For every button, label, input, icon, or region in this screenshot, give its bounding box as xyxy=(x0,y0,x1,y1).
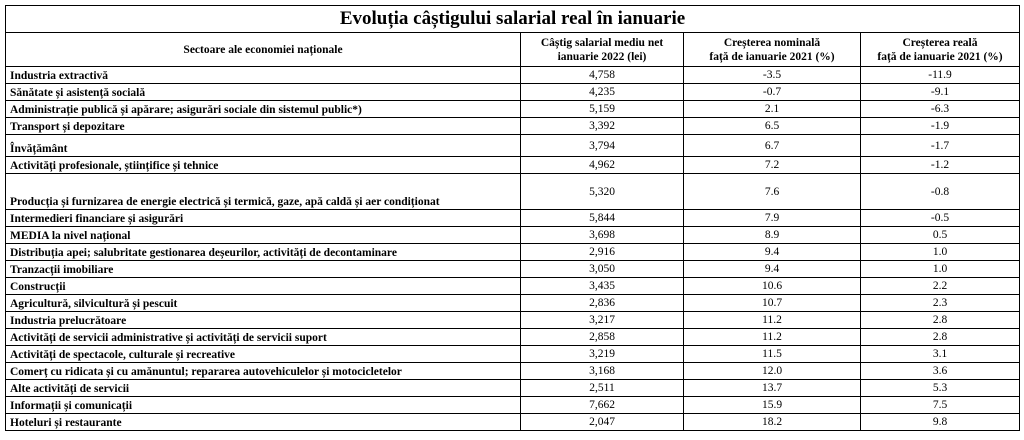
header-nominal-line2: față de ianuarie 2021 (%) xyxy=(709,50,835,63)
table-row xyxy=(6,118,1020,135)
real-growth-cell: 9.8 xyxy=(861,414,1020,431)
header-sector: Sectoare ale economiei naționale xyxy=(6,33,521,67)
real-growth-cell: 5.3 xyxy=(861,380,1020,397)
nominal-growth-cell: 9.4 xyxy=(684,244,861,261)
salary-cell: 5,159 xyxy=(521,101,684,118)
real-growth-cell: 3.6 xyxy=(861,363,1020,380)
salary-cell: 3,698 xyxy=(521,227,684,244)
table-row xyxy=(6,101,1020,118)
header-salary xyxy=(521,33,684,67)
header-salary-line1: Câștig salarial mediu net xyxy=(540,36,664,49)
nominal-growth-cell: 7.6 xyxy=(684,174,861,210)
real-growth-cell: -9.1 xyxy=(861,84,1020,101)
nominal-growth-cell: 15.9 xyxy=(684,397,861,414)
salary-cell: 4,962 xyxy=(521,157,684,174)
sector-cell: Intermedieri financiare și asigurări xyxy=(6,210,521,227)
nominal-growth-cell: 10.7 xyxy=(684,295,861,312)
sector-cell: Alte activități de servicii xyxy=(6,380,521,397)
sector-cell: MEDIA la nivel național xyxy=(6,227,521,244)
salary-cell: 2,916 xyxy=(521,244,684,261)
header-real-line2: față de ianuarie 2021 (%) xyxy=(877,50,1003,63)
nominal-growth-cell: 6.7 xyxy=(684,135,861,157)
real-growth-cell: -0.5 xyxy=(861,210,1020,227)
table-title: Evoluția câștigului salarial real în ianuarie xyxy=(6,6,1020,33)
table-row xyxy=(6,67,1020,84)
table-row xyxy=(6,312,1020,329)
real-growth-cell: -1.2 xyxy=(861,157,1020,174)
table-row xyxy=(6,414,1020,431)
nominal-growth-cell: 18.2 xyxy=(684,414,861,431)
nominal-growth-cell: 2.1 xyxy=(684,101,861,118)
salary-cell: 3,392 xyxy=(521,118,684,135)
sector-cell: Activități de servicii administrative și activități de servicii suport xyxy=(6,329,521,346)
salary-table xyxy=(5,5,1020,431)
table-row xyxy=(6,227,1020,244)
sector-cell: Tranzacții imobiliare xyxy=(6,261,521,278)
header-real-line1: Creșterea reală xyxy=(902,36,978,49)
salary-cell: 3,050 xyxy=(521,261,684,278)
real-growth-cell: -6.3 xyxy=(861,101,1020,118)
table-row xyxy=(6,174,1020,210)
salary-cell: 3,217 xyxy=(521,312,684,329)
header-nominal-line1: Creșterea nominală xyxy=(723,36,821,49)
table-row xyxy=(6,346,1020,363)
salary-cell: 2,836 xyxy=(521,295,684,312)
sector-cell: Activități de spectacole, culturale și recreative xyxy=(6,346,521,363)
nominal-growth-cell: -3.5 xyxy=(684,67,861,84)
real-growth-cell: 2.8 xyxy=(861,329,1020,346)
salary-cell: 4,235 xyxy=(521,84,684,101)
title-row xyxy=(6,6,1020,33)
real-growth-cell: 0.5 xyxy=(861,227,1020,244)
sector-cell: Construcții xyxy=(6,278,521,295)
header-real xyxy=(861,33,1020,67)
nominal-growth-cell: 11.5 xyxy=(684,346,861,363)
salary-cell: 3,168 xyxy=(521,363,684,380)
real-growth-cell: 3.1 xyxy=(861,346,1020,363)
nominal-growth-cell: 9.4 xyxy=(684,261,861,278)
salary-cell: 4,758 xyxy=(521,67,684,84)
sector-cell: Informații și comunicații xyxy=(6,397,521,414)
nominal-growth-cell: 11.2 xyxy=(684,312,861,329)
nominal-growth-cell: 8.9 xyxy=(684,227,861,244)
nominal-growth-cell: 6.5 xyxy=(684,118,861,135)
table-row xyxy=(6,397,1020,414)
sector-cell: Distribuția apei; salubritate gestionarea deșeurilor, activități de decontaminare xyxy=(6,244,521,261)
real-growth-cell: 1.0 xyxy=(861,261,1020,278)
table-row xyxy=(6,157,1020,174)
nominal-growth-cell: 7.2 xyxy=(684,157,861,174)
sector-cell: Administrație publică și apărare; asigurări sociale din sistemul public*) xyxy=(6,101,521,118)
salary-cell: 5,320 xyxy=(521,174,684,210)
sector-cell: Comerț cu ridicata și cu amănuntul; repararea autovehiculelor și motocicletelor xyxy=(6,363,521,380)
sector-cell: Producția și furnizarea de energie electrică și termică, gaze, apă caldă și aer condiționat xyxy=(6,174,521,210)
real-growth-cell: -1.9 xyxy=(861,118,1020,135)
table-row xyxy=(6,380,1020,397)
salary-cell: 5,844 xyxy=(521,210,684,227)
table-body xyxy=(6,67,1020,431)
table-row xyxy=(6,278,1020,295)
real-growth-cell: 2.3 xyxy=(861,295,1020,312)
real-growth-cell: -11.9 xyxy=(861,67,1020,84)
sector-cell: Transport și depozitare xyxy=(6,118,521,135)
real-growth-cell: -1.7 xyxy=(861,135,1020,157)
table-row xyxy=(6,363,1020,380)
nominal-growth-cell: 7.9 xyxy=(684,210,861,227)
salary-cell: 2,858 xyxy=(521,329,684,346)
sector-cell: Activități profesionale, științifice și tehnice xyxy=(6,157,521,174)
sector-cell: Industria extractivă xyxy=(6,67,521,84)
sector-cell: Agricultură, silvicultură și pescuit xyxy=(6,295,521,312)
salary-cell: 2,047 xyxy=(521,414,684,431)
sector-cell: Sănătate și asistență socială xyxy=(6,84,521,101)
real-growth-cell: -0.8 xyxy=(861,174,1020,210)
table-row xyxy=(6,84,1020,101)
table-row xyxy=(6,329,1020,346)
table-row xyxy=(6,295,1020,312)
salary-cell: 3,794 xyxy=(521,135,684,157)
header-salary-line2: ianuarie 2022 (lei) xyxy=(557,50,647,63)
nominal-growth-cell: 13.7 xyxy=(684,380,861,397)
real-growth-cell: 1.0 xyxy=(861,244,1020,261)
real-growth-cell: 7.5 xyxy=(861,397,1020,414)
table-row xyxy=(6,210,1020,227)
nominal-growth-cell: 11.2 xyxy=(684,329,861,346)
sector-cell: Hoteluri și restaurante xyxy=(6,414,521,431)
real-growth-cell: 2.2 xyxy=(861,278,1020,295)
header-row xyxy=(6,33,1020,67)
nominal-growth-cell: -0.7 xyxy=(684,84,861,101)
header-nominal xyxy=(684,33,861,67)
table-row xyxy=(6,135,1020,157)
sector-cell: Industria prelucrătoare xyxy=(6,312,521,329)
salary-table-container xyxy=(5,5,1019,431)
sector-cell: Învățământ xyxy=(6,135,521,157)
salary-cell: 7,662 xyxy=(521,397,684,414)
salary-cell: 3,435 xyxy=(521,278,684,295)
nominal-growth-cell: 12.0 xyxy=(684,363,861,380)
table-row xyxy=(6,261,1020,278)
nominal-growth-cell: 10.6 xyxy=(684,278,861,295)
salary-cell: 3,219 xyxy=(521,346,684,363)
salary-cell: 2,511 xyxy=(521,380,684,397)
real-growth-cell: 2.8 xyxy=(861,312,1020,329)
table-row xyxy=(6,244,1020,261)
